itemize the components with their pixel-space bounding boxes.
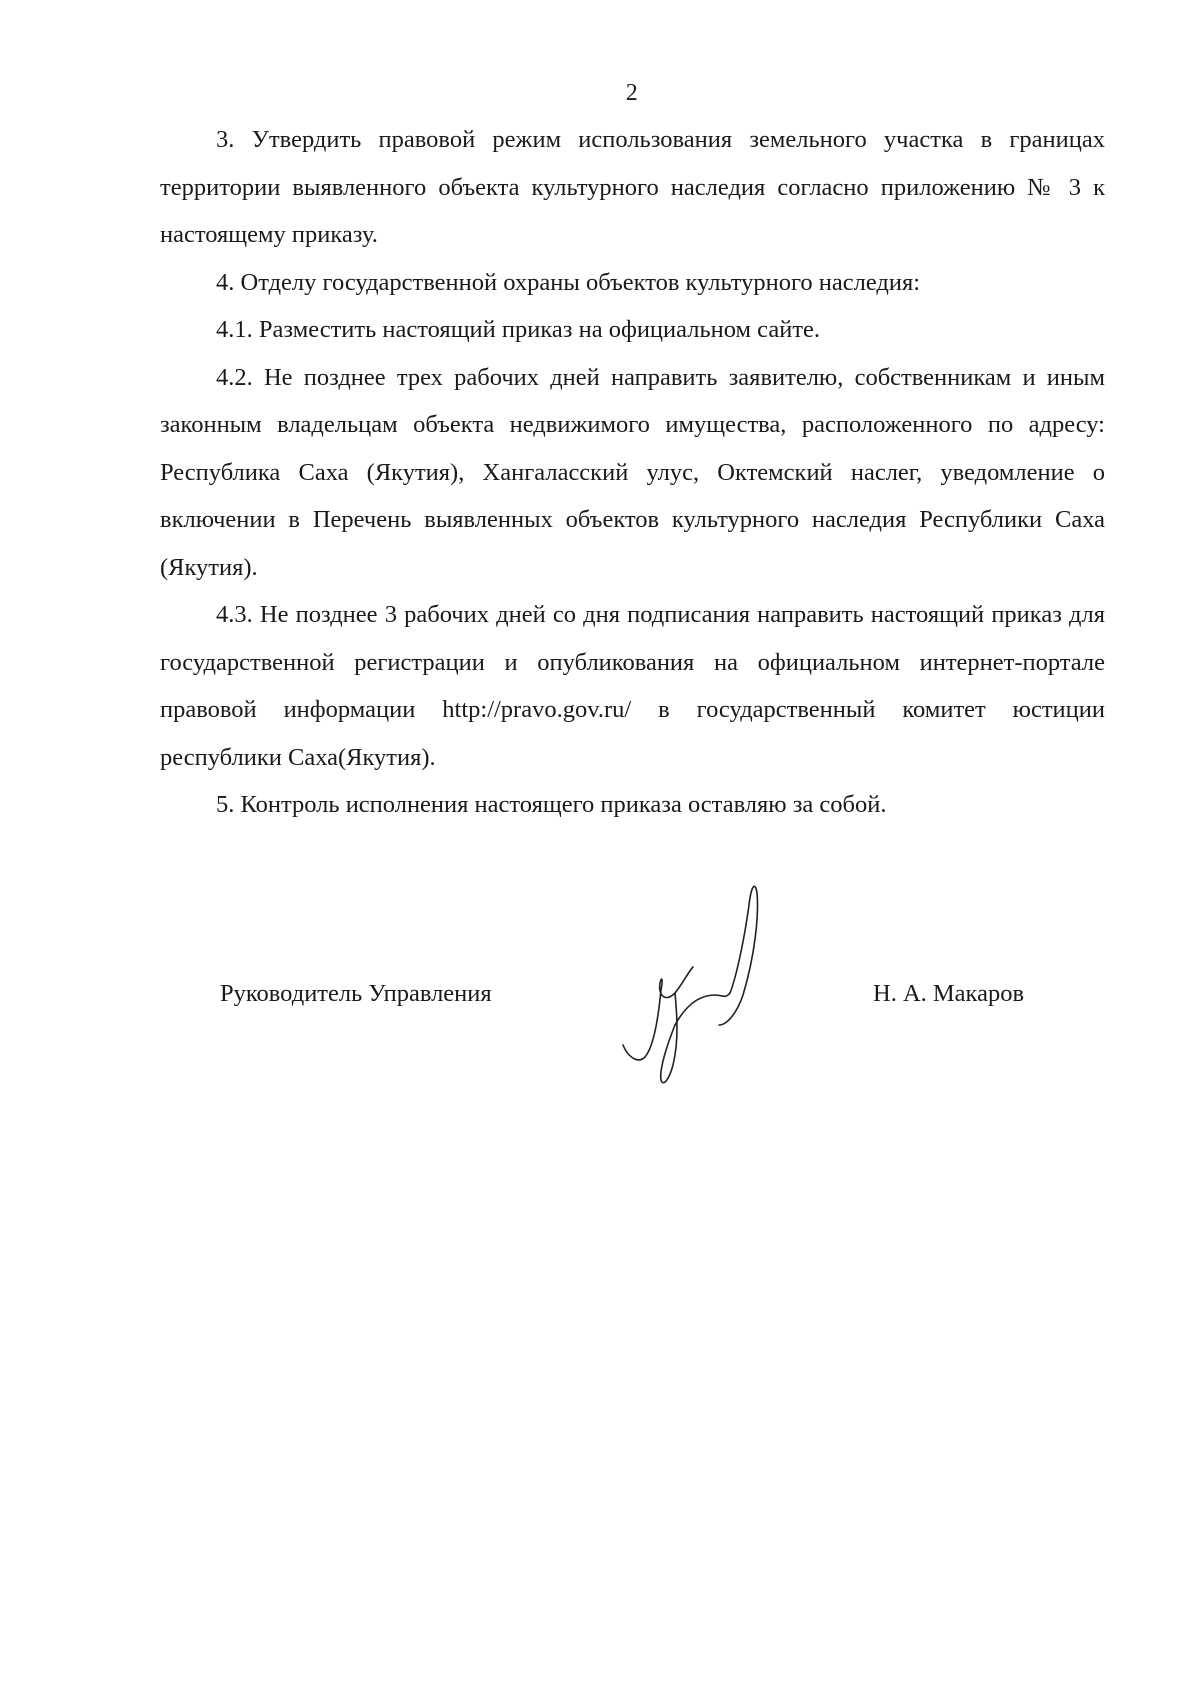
paragraph-4-3: 4.3. Не позднее 3 рабочих дней со дня подписания направить настоящий приказ для государственной регистрации и опубликования на официальном интернет-портале правовой информации http://pravo.gov.ru/ в государственный комитет юстиции республики Саха(Якутия). <box>160 601 1105 771</box>
document-body <box>160 116 1105 829</box>
paragraph-4-1: 4.1. Разместить настоящий приказ на официальном сайте. <box>216 316 821 343</box>
handwritten-signature <box>615 875 785 1090</box>
paragraph-5: 5. Контроль исполнения настоящего приказа оставляю за собой. <box>216 791 887 818</box>
signature-block <box>0 980 1200 1040</box>
signatory-position: Руководитель Управления <box>220 980 492 1007</box>
signatory-name: Н. А. Макаров <box>873 980 1025 1007</box>
paragraph-4-2: 4.2. Не позднее трех рабочих дней направить заявителю, собственникам и иным законным владельцам объекта недвижимого имущества, расположенного по адресу: Республика Саха (Якутия), Хангаласский улус, Октемский наслег, уведомление о включении в Перечень выявленных объектов культурного наследия Республики Саха (Якутия). <box>160 363 1105 581</box>
paragraph-3: 3. Утвердить правовой режим использования земельного участка в границах территории выявленного объекта культурного наследия согласно приложению № 3 к настоящему приказу. <box>160 126 1105 248</box>
page-number: 2 <box>625 80 639 106</box>
paragraph-4: 4. Отделу государственной охраны объектов культурного наследия: <box>216 268 921 296</box>
